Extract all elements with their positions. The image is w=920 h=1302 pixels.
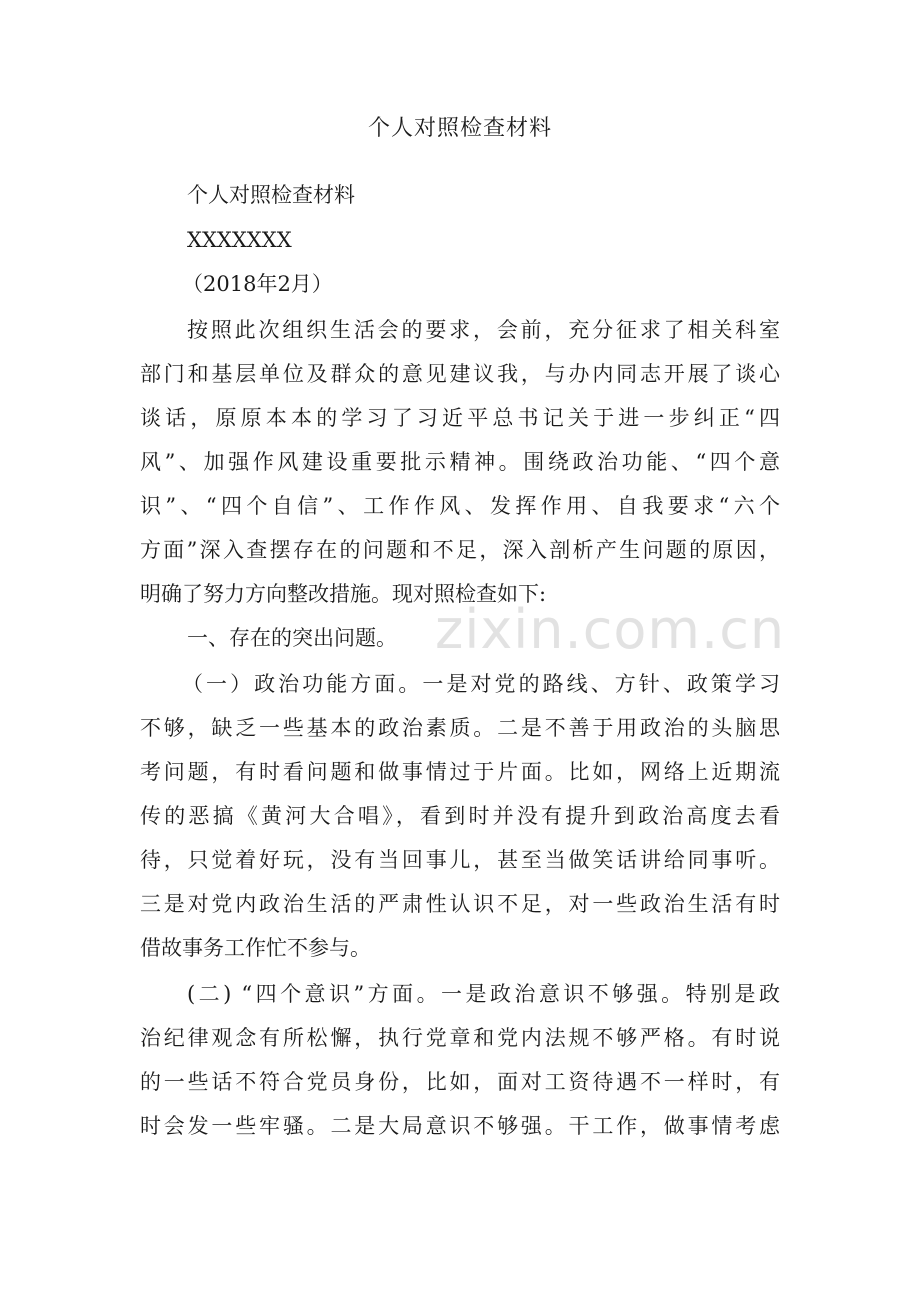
document-subtitle: 个人对照检查材料	[187, 183, 355, 207]
paragraph-line: 部门和基层单位及群众的意见建议我，与办内同志开展了谈心	[140, 362, 780, 386]
paragraph-line: 的一些话不符合党员身份，比如，面对工资待遇不一样时，有	[140, 1070, 780, 1094]
paragraph-line: （一）政治功能方面。一是对党的路线、方针、政策学习	[182, 672, 780, 696]
paragraph-line: 风”、加强作风建设重要批示精神。围绕政治功能、“四个意	[140, 450, 780, 474]
paragraph-line: 识”、“四个自信”、工作作风、发挥作用、自我要求“六个	[140, 494, 780, 518]
section-heading: 一、存在的突出问题。	[187, 626, 397, 650]
paragraph-line: 借故事务工作忙不参与。	[140, 936, 371, 960]
paragraph-line: 按照此次组织生活会的要求，会前，充分征求了相关科室	[187, 318, 780, 342]
paragraph-line: 治纪律观念有所松懈，执行党章和党内法规不够严格。有时说	[140, 1026, 780, 1050]
paragraph-line: 谈话，原原本本的学习了习近平总书记关于进一步纠正“四	[140, 406, 780, 430]
paragraph-line: 时会发一些牢骚。二是大局意识不够强。干工作，做事情考虑	[140, 1114, 780, 1138]
paragraph-line: 三是对党内政治生活的严肃性认识不足，对一些政治生活有时	[140, 892, 780, 916]
paragraph-line: 待，只觉着好玩，没有当回事儿，甚至当做笑话讲给同事听。	[140, 848, 780, 872]
paragraph-line: 考问题，有时看问题和做事情过于片面。比如，网络上近期流	[140, 760, 780, 784]
paragraph-line: (二) “四个意识”方面。一是政治意识不够强。特别是政	[187, 982, 780, 1006]
author-name: XXXXXXX	[187, 228, 292, 252]
paragraph-line: 明确了努力方向整改措施。现对照检查如下:	[140, 582, 547, 606]
watermark: zixin.com.cn	[435, 598, 786, 661]
document-date: （2018年2月）	[182, 272, 333, 296]
paragraph-line: 传的恶搞《黄河大合唱》，看到时并没有提升到政治高度去看	[140, 804, 780, 828]
document-title: 个人对照检查材料	[367, 116, 552, 141]
paragraph-line: 方面”深入查摆存在的问题和不足，深入剖析产生问题的原因，	[140, 538, 780, 562]
paragraph-line: 不够，缺乏一些基本的政治素质。二是不善于用政治的头脑思	[140, 716, 780, 740]
